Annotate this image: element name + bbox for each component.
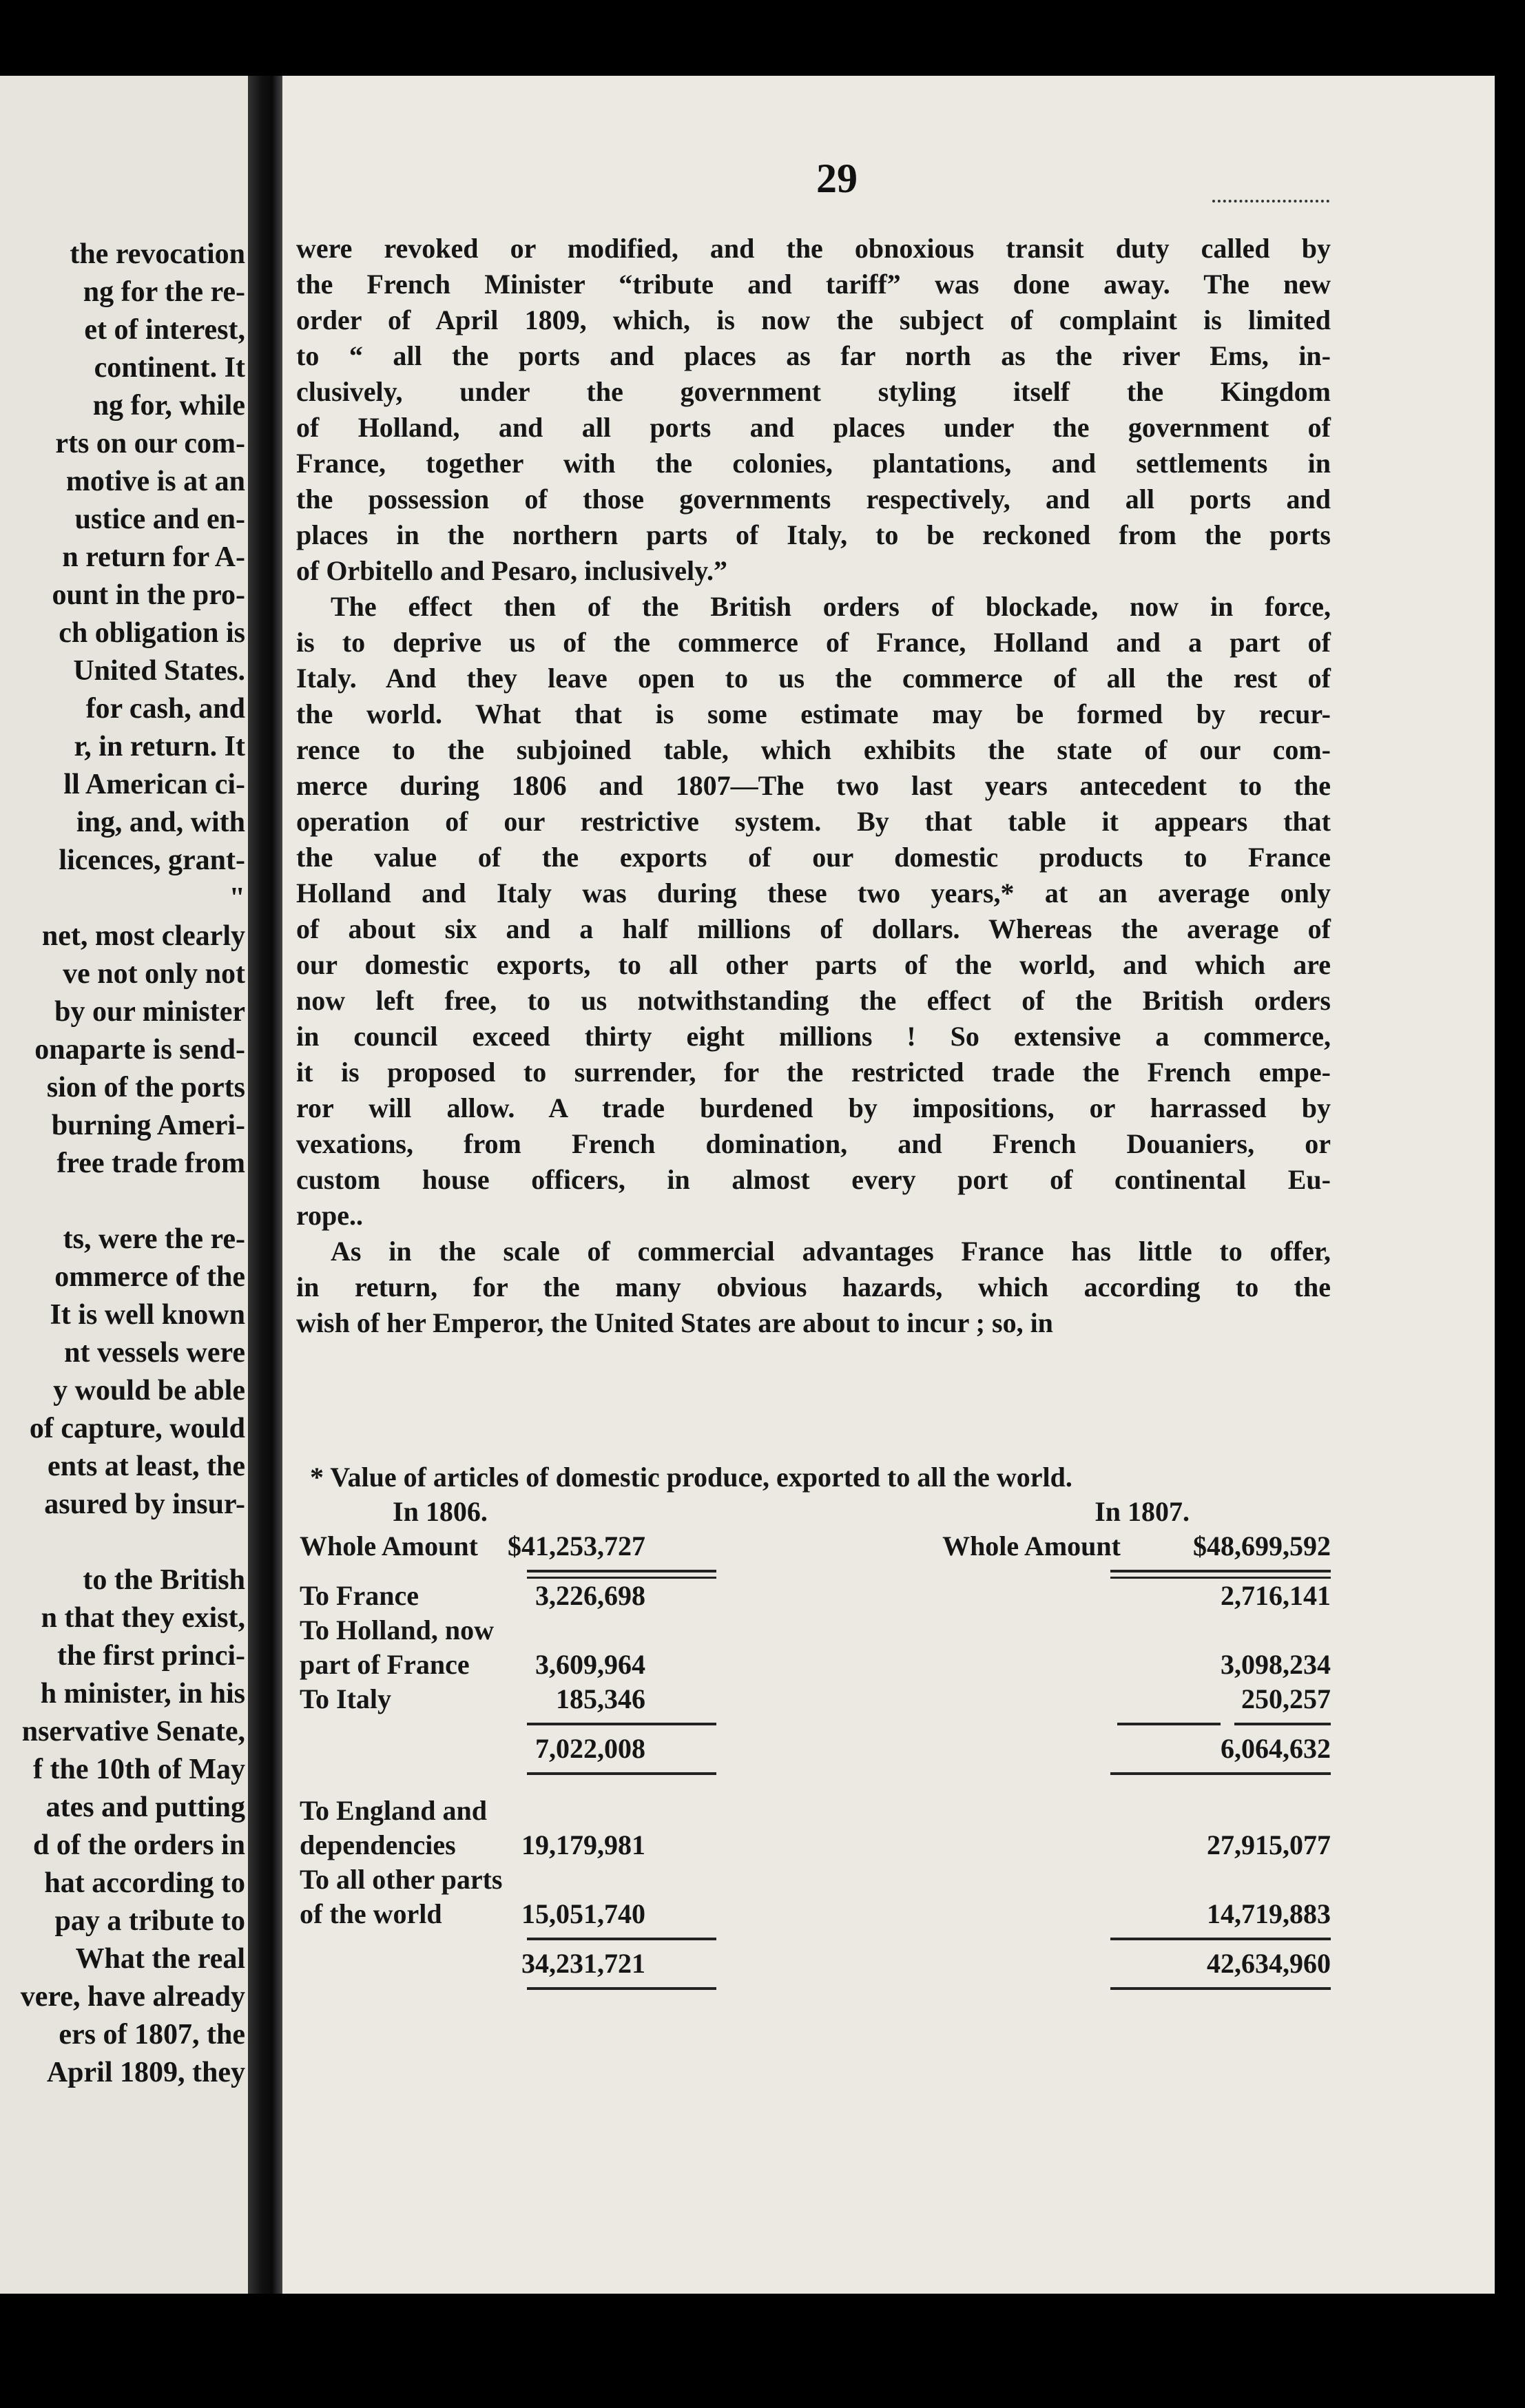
book-gutter (248, 76, 282, 2294)
left-page-line: hat according to (44, 1867, 245, 1899)
whole-amount-1807: $48,699,592 (1193, 1530, 1331, 1561)
value-1807: 3,098,234 (1221, 1649, 1331, 1680)
body-line: our domestic exports, to all other parts of the world, and which are (296, 949, 1331, 980)
subtotal-row (300, 1732, 1331, 1766)
total-row (300, 1947, 1331, 1981)
body-line: the possession of those governments respectively, and all ports and (296, 484, 1331, 515)
body-line: to “ all the ports and places as far north as the river Ems, in- (296, 340, 1331, 371)
body-line: the world. What that is some estimate may be formed by recur- (296, 698, 1331, 729)
page-number: 29 (816, 156, 858, 201)
year-1807-label: In 1807. (1095, 1496, 1190, 1527)
left-page-line: ustice and en- (74, 504, 245, 535)
row-label: dependencies (300, 1829, 456, 1860)
left-page-line: rts on our com- (55, 428, 245, 459)
left-page-line: by our minister (54, 996, 245, 1028)
body-line: of Holland, and all ports and places under the government of (296, 412, 1331, 443)
left-page-line: ing, and, with (76, 807, 245, 838)
left-page-line: of capture, would (29, 1413, 245, 1444)
body-line: Holland and Italy was during these two years,* at an average only (296, 878, 1331, 909)
body-line: places in the northern parts of Italy, to be reckoned from the ports (296, 519, 1331, 550)
footnote-heading: * Value of articles of domestic produce, exported to all the world. (310, 1462, 1072, 1493)
left-page-line: net, most clearly (41, 920, 245, 952)
table-row (300, 1579, 1331, 1613)
body-line: in return, for the many obvious hazards, which according to the (296, 1272, 1331, 1302)
left-page-text (0, 236, 245, 2092)
body-line: France, together with the colonies, plantations, and settlements in (296, 448, 1331, 479)
body-line: it is proposed to surrender, for the restricted trade the French empe- (296, 1057, 1331, 1088)
left-page-line: United States. (73, 655, 245, 687)
subtotal-1806: 7,022,008 (535, 1733, 645, 1764)
row-label: of the world (300, 1898, 442, 1929)
left-page-line: ommerce of the (54, 1261, 245, 1293)
rule-subtotal (300, 1716, 1331, 1732)
body-line: the French Minister “tribute and tariff” was done away. The new (296, 269, 1331, 300)
left-page-line: free trade from (56, 1148, 245, 1179)
left-page-line: ve not only not (63, 958, 245, 990)
left-page-line: h minister, in his (40, 1678, 245, 1710)
body-line: ror will allow. A trade burdened by impositions, or harrassed by (296, 1092, 1331, 1123)
left-page-line: f the 10th of May (33, 1754, 245, 1785)
body-line: operation of our restrictive system. By that table it appears that (296, 806, 1331, 837)
left-page-line: licences, grant- (59, 844, 245, 876)
left-page-line: n return for A- (62, 541, 245, 573)
footnote-table (300, 1460, 1331, 1996)
value-1807: 2,716,141 (1221, 1580, 1331, 1611)
scan-border-bottom (0, 2294, 1525, 2408)
left-page-line: ng for the re- (83, 276, 245, 308)
body-line: were revoked or modified, and the obnoxious transit duty called by (296, 233, 1331, 264)
row-label: To Holland, now (300, 1615, 494, 1646)
value-1807: 250,257 (1241, 1683, 1331, 1714)
row-label: part of France (300, 1649, 470, 1680)
left-page-line: to the British (83, 1564, 245, 1596)
left-page-line: the first princi- (57, 1640, 245, 1672)
left-page-line: ents at least, the (48, 1451, 245, 1482)
left-page-line: motive is at an (65, 466, 245, 497)
value-1807: 14,719,883 (1207, 1898, 1331, 1929)
rows-other (300, 1794, 1331, 1931)
left-page-line: vere, have already (20, 1981, 245, 2013)
table-row (300, 1648, 1331, 1682)
rule-after-subtotal (300, 1766, 1331, 1781)
left-page-line: sion of the ports (46, 1072, 245, 1103)
left-page-line: for cash, and (85, 693, 245, 725)
body-line: clusively, under the government styling itself the Kingdom (296, 376, 1331, 407)
body-line: custom house officers, in almost every port of continental Eu- (296, 1164, 1331, 1195)
scan-border-top (0, 0, 1525, 76)
left-page-line: nservative Senate, (21, 1716, 245, 1747)
body-line: The effect then of the British orders of blockade, now in force, (331, 591, 1331, 622)
left-page-line: y would be able (53, 1375, 245, 1407)
value-1806: 185,346 (556, 1683, 645, 1714)
body-text (296, 231, 1331, 1341)
left-page-line: d of the orders in (33, 1829, 245, 1861)
year-1806-label: In 1806. (393, 1496, 488, 1527)
body-line: Italy. And they leave open to us the commerce of all the rest of (296, 663, 1331, 694)
body-line: the value of the exports of our domestic products to France (296, 842, 1331, 873)
whole-amount-label-1806: Whole Amount (300, 1530, 478, 1561)
left-page-line: ch obligation is (59, 617, 245, 649)
left-page-line: ng for, while (92, 390, 245, 422)
left-page-line (0, 1524, 245, 1561)
left-page-line: burning Ameri- (51, 1110, 245, 1141)
table-row (300, 1794, 1331, 1828)
body-line: rope.. (296, 1200, 364, 1231)
corner-mark (1212, 200, 1329, 203)
left-page-line: n that they exist, (41, 1602, 245, 1634)
row-label: To all other parts (300, 1864, 503, 1895)
value-1807: 27,915,077 (1207, 1829, 1331, 1860)
table-row (300, 1897, 1331, 1931)
row-label: To England and (300, 1795, 488, 1826)
left-page-line: " (229, 882, 245, 914)
right-page (282, 76, 1495, 2294)
left-page-line: ll American ci- (63, 769, 245, 800)
rule-bottom (300, 1981, 1331, 1996)
whole-amount-row (300, 1529, 1331, 1564)
left-page-line: pay a tribute to (54, 1905, 245, 1937)
scan-border-right (1495, 0, 1525, 2408)
left-page-line: What the real (75, 1943, 245, 1975)
rule-top (300, 1564, 1331, 1579)
body-line: merce during 1806 and 1807—The two last years antecedent to the (296, 770, 1331, 801)
total-1806: 34,231,721 (521, 1948, 645, 1979)
value-1806: 15,051,740 (521, 1898, 645, 1929)
body-line: now left free, to us notwithstanding the effect of the British orders (296, 985, 1331, 1016)
body-line: wish of her Emperor, the United States are about to incur ; so, in (296, 1307, 1053, 1338)
table-row (300, 1682, 1331, 1716)
body-line: As in the scale of commercial advantages France has little to offer, (331, 1236, 1331, 1267)
left-page-line: ts, were the re- (63, 1223, 245, 1255)
left-page-line: asured by insur- (44, 1488, 245, 1520)
table-row (300, 1862, 1331, 1897)
left-page-line: continent. It (94, 352, 245, 384)
left-page-line: nt vessels were (64, 1337, 245, 1369)
left-page-line: et of interest, (84, 314, 245, 346)
left-page-line: April 1809, they (46, 2057, 245, 2088)
left-page-line (0, 1183, 245, 1221)
body-line: is to deprive us of the commerce of France, Holland and a part of (296, 627, 1331, 658)
rows-continental (300, 1579, 1331, 1716)
left-page-line: onaparte is send- (34, 1034, 245, 1066)
table-row (300, 1613, 1331, 1648)
left-page-line: ers of 1807, the (59, 2019, 245, 2051)
subtotal-1807: 6,064,632 (1221, 1733, 1331, 1764)
body-line: in council exceed thirty eight millions ! So extensive a commerce, (296, 1021, 1331, 1052)
left-page-line: It is well known (50, 1299, 245, 1331)
row-label: To Italy (300, 1683, 392, 1714)
body-line: order of April 1809, which, is now the subject of complaint is limited (296, 304, 1331, 335)
body-line: rence to the subjoined table, which exhibits the state of our com- (296, 734, 1331, 765)
whole-amount-1806: $41,253,727 (508, 1530, 645, 1561)
row-label: To France (300, 1580, 419, 1611)
left-page-line: ount in the pro- (52, 579, 245, 611)
value-1806: 19,179,981 (521, 1829, 645, 1860)
left-page-line: r, in return. It (74, 731, 245, 762)
left-page-fragment (0, 76, 248, 2294)
rule-total (300, 1931, 1331, 1947)
value-1806: 3,609,964 (535, 1649, 645, 1680)
left-page-line: ates and putting (45, 1792, 245, 1823)
body-line: of Orbitello and Pesaro, inclusively.” (296, 555, 727, 586)
left-page-line: the revocation (70, 238, 245, 270)
year-header-row (300, 1495, 1331, 1529)
body-line: of about six and a half millions of dollars. Whereas the average of (296, 913, 1331, 944)
value-1806: 3,226,698 (535, 1580, 645, 1611)
body-line: vexations, from French domination, and French Douaniers, or (296, 1128, 1331, 1159)
table-row (300, 1828, 1331, 1862)
total-1807: 42,634,960 (1207, 1948, 1331, 1979)
whole-amount-label-1807: Whole Amount (942, 1530, 1121, 1561)
